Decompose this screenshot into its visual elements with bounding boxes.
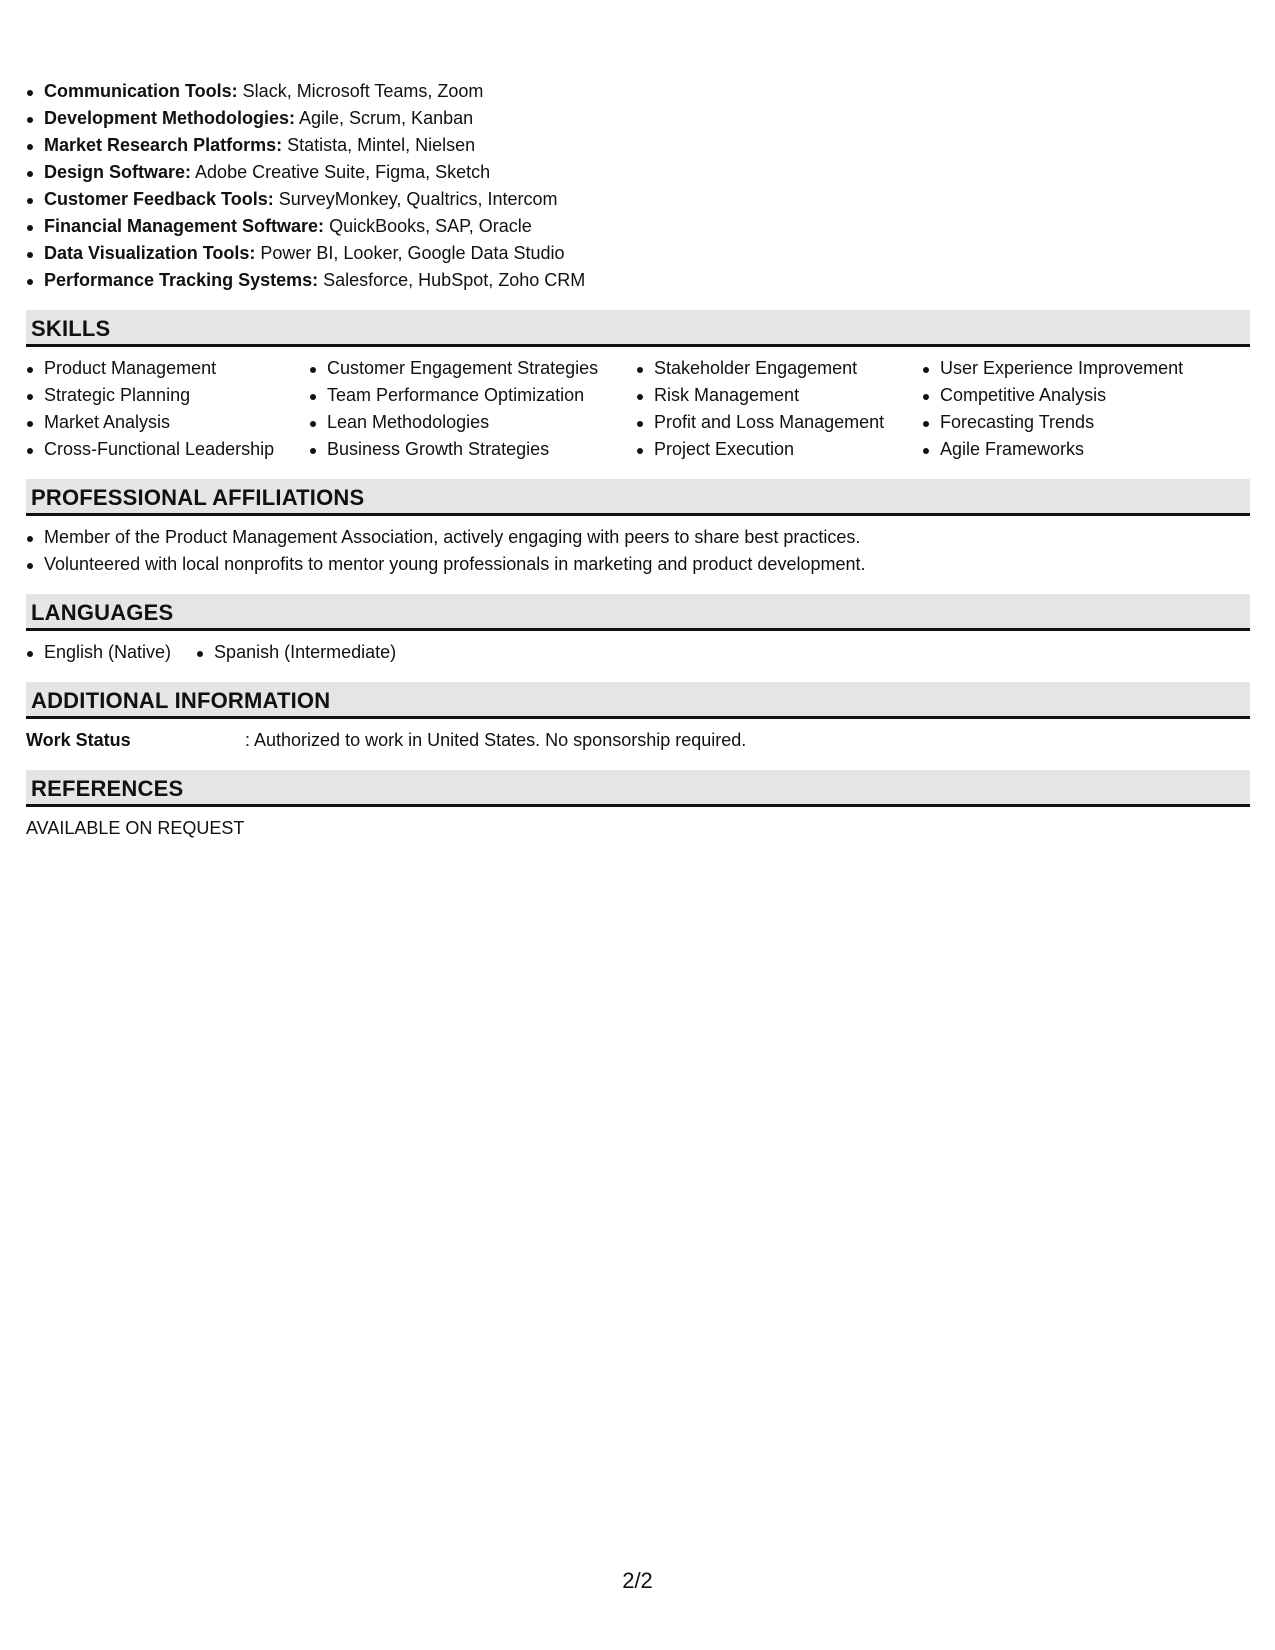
language-item: English (Native) (26, 639, 171, 666)
work-status-label: Work Status (26, 730, 131, 750)
list-item: Member of the Product Management Association, actively engaging with peers to share best practices. (26, 524, 1250, 551)
list-item (26, 78, 1250, 105)
list-item (26, 105, 1250, 132)
skill-item: Business Growth Strategies (309, 436, 636, 463)
work-status-row (26, 727, 1250, 754)
work-status-value: : Authorized to work in United States. No sponsorship required. (245, 730, 747, 750)
section-title: SKILLS (31, 316, 111, 341)
section-title: REFERENCES (31, 776, 184, 801)
skill-item: Cross-Functional Leadership (26, 436, 309, 463)
list-item (26, 240, 1250, 267)
tool-category: Design Software: (44, 162, 192, 182)
tool-category: Development Methodologies: (44, 108, 296, 128)
skill-item: Risk Management (636, 382, 922, 409)
affiliations-section-header (26, 479, 1250, 516)
section-title: ADDITIONAL INFORMATION (31, 688, 331, 713)
skill-item: Lean Methodologies (309, 409, 636, 436)
list-item (26, 213, 1250, 240)
skills-column (309, 355, 636, 463)
tool-category: Communication Tools: (44, 81, 238, 101)
skills-section-header (26, 310, 1250, 347)
list-item (26, 267, 1250, 294)
language-item: Spanish (Intermediate) (196, 639, 396, 666)
tool-category: Performance Tracking Systems: (44, 270, 319, 290)
skill-item: Stakeholder Engagement (636, 355, 922, 382)
skill-item: User Experience Improvement (922, 355, 1222, 382)
tool-values: SurveyMonkey, Qualtrics, Intercom (273, 189, 558, 209)
skill-item: Profit and Loss Management (636, 409, 922, 436)
section-title: PROFESSIONAL AFFILIATIONS (31, 485, 365, 510)
skill-item: Customer Engagement Strategies (309, 355, 636, 382)
tool-category: Market Research Platforms: (44, 135, 283, 155)
skill-item: Project Execution (636, 436, 922, 463)
tool-values: Salesforce, HubSpot, Zoho CRM (318, 270, 586, 290)
additional-info-section-header (26, 682, 1250, 719)
tools-list (26, 78, 1250, 294)
tool-category: Financial Management Software: (44, 216, 325, 236)
list-item: Volunteered with local nonprofits to mentor young professionals in marketing and product development. (26, 551, 1250, 578)
skill-item: Agile Frameworks (922, 436, 1222, 463)
tool-category: Customer Feedback Tools: (44, 189, 274, 209)
skills-grid (26, 355, 1250, 463)
affiliations-list (26, 524, 1250, 578)
section-title: LANGUAGES (31, 600, 174, 625)
skill-item: Product Management (26, 355, 309, 382)
skill-item: Forecasting Trends (922, 409, 1222, 436)
skill-item: Team Performance Optimization (309, 382, 636, 409)
skills-column (26, 355, 309, 463)
list-item (26, 159, 1250, 186)
list-item (26, 132, 1250, 159)
languages-list (26, 639, 1250, 666)
tool-values: Power BI, Looker, Google Data Studio (255, 243, 565, 263)
tool-values: Agile, Scrum, Kanban (295, 108, 474, 128)
references-section-header (26, 770, 1250, 807)
tool-values: Statista, Mintel, Nielsen (282, 135, 476, 155)
tool-values: QuickBooks, SAP, Oracle (324, 216, 532, 236)
resume-page (26, 78, 1250, 842)
skill-item: Strategic Planning (26, 382, 309, 409)
list-item (26, 186, 1250, 213)
skills-column (922, 355, 1222, 463)
tool-category: Data Visualization Tools: (44, 243, 256, 263)
tool-values: Slack, Microsoft Teams, Zoom (237, 81, 484, 101)
page-number: 2/2 (622, 1568, 653, 1593)
skill-item: Market Analysis (26, 409, 309, 436)
languages-section-header (26, 594, 1250, 631)
tool-values: Adobe Creative Suite, Figma, Sketch (191, 162, 491, 182)
skill-item: Competitive Analysis (922, 382, 1222, 409)
skills-column (636, 355, 922, 463)
references-text: AVAILABLE ON REQUEST (26, 818, 245, 838)
